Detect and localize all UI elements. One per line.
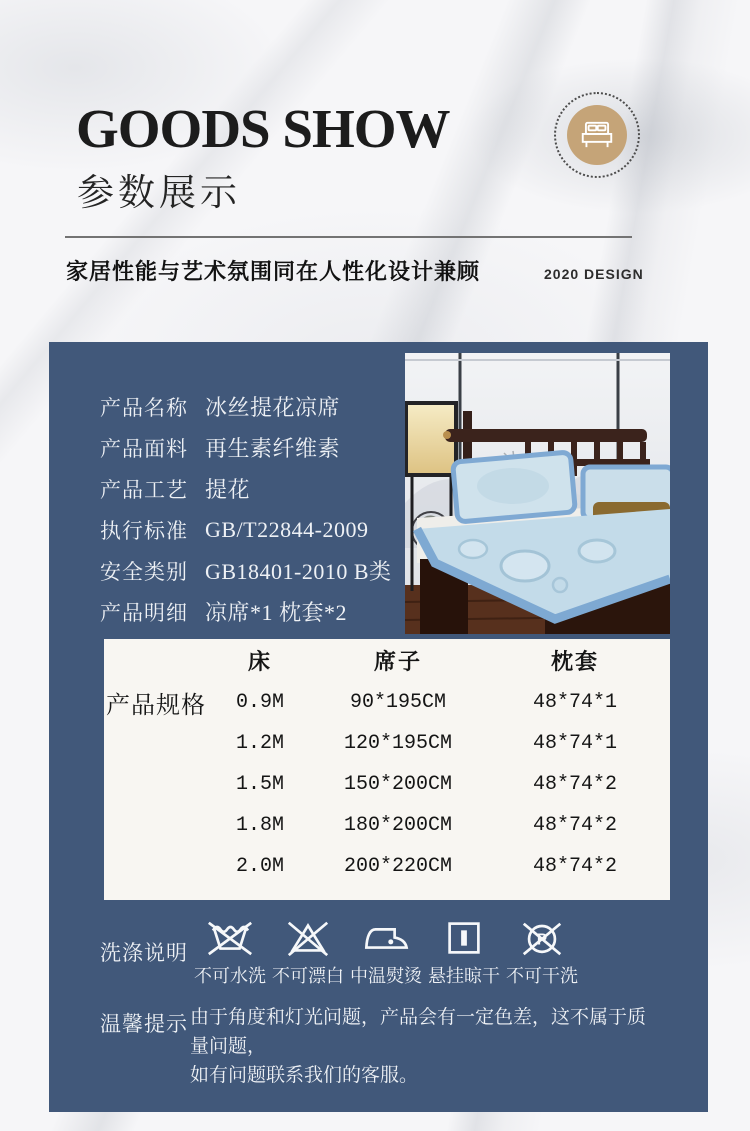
- product-photo: [405, 353, 670, 634]
- page-title: GOODS SHOW: [76, 98, 450, 159]
- info-value: 凉席*1 枕套*2: [205, 600, 348, 625]
- spec-cell: 48*74*2: [532, 773, 617, 796]
- washing-item: [191, 915, 269, 988]
- bed-scene-illustration: [405, 353, 670, 634]
- washing-item: [269, 915, 347, 988]
- spec-table: [104, 639, 670, 900]
- spec-cell: 200*220CM: [343, 855, 453, 878]
- info-value: 再生素纤维素: [205, 436, 341, 461]
- washing-item-label: 悬挂晾干: [428, 966, 500, 986]
- info-label: 安全类别: [100, 559, 188, 584]
- spec-cell: 120*195CM: [343, 732, 453, 755]
- info-value: GB/T22844-2009: [205, 516, 369, 542]
- hang-dry-icon: [440, 915, 488, 961]
- info-value: GB18401-2010 B类: [205, 559, 392, 584]
- info-row: [100, 550, 392, 591]
- info-value: 冰丝提花凉席: [205, 395, 341, 420]
- no-bleach-icon: [284, 915, 332, 961]
- info-row: [100, 386, 392, 427]
- spec-cell: 1.8M: [235, 814, 284, 837]
- spec-cell: 48*74*2: [532, 814, 617, 837]
- spec-cell: 0.9M: [235, 691, 284, 714]
- info-label: 产品工艺: [100, 477, 188, 502]
- spec-cell: 1.2M: [235, 732, 284, 755]
- dry-clean-letter: P: [536, 931, 548, 949]
- divider: [65, 236, 632, 238]
- info-label: 产品名称: [100, 395, 188, 420]
- spec-header-mat: 席子: [373, 649, 422, 674]
- washing-item-label: 不可干洗: [506, 966, 578, 986]
- tips-line: 由于角度和灯光问题，产品会有一定色差，这不属于质量问题，: [190, 1007, 647, 1057]
- spec-header-blank: [104, 639, 204, 682]
- spec-cell: 150*200CM: [343, 773, 453, 796]
- spec-cell: 48*74*1: [532, 732, 617, 755]
- spec-cell: 90*195CM: [349, 691, 446, 714]
- spec-panel: [49, 342, 708, 1112]
- bed-badge: [554, 92, 640, 178]
- washing-item: [347, 915, 425, 988]
- washing-item-label: 不可漂白: [272, 966, 344, 986]
- washing-item-label: 不可水洗: [194, 966, 266, 986]
- page-subtitle: 参数展示: [77, 173, 241, 214]
- info-row: [100, 468, 392, 509]
- info-row: [100, 427, 392, 468]
- no-dry-clean-icon: [518, 915, 566, 961]
- washing-item: [425, 915, 503, 988]
- info-row: [100, 509, 392, 550]
- spec-header-bed: 床: [247, 649, 272, 674]
- tips-line: 如有问题联系我们的客服。: [190, 1065, 419, 1086]
- tips-text: [190, 1003, 660, 1090]
- info-label: 产品面料: [100, 436, 188, 461]
- design-label: 2020 DESIGN: [544, 266, 644, 282]
- spec-header-pillowcase: 枕套: [550, 649, 599, 674]
- tagline: 家居性能与艺术氛围同在人性化设计兼顾: [66, 259, 481, 284]
- info-value: 提花: [205, 477, 251, 502]
- tips-label: 温馨提示: [100, 1012, 188, 1036]
- washing-label: 洗涤说明: [100, 941, 188, 965]
- washing-item: [503, 915, 581, 988]
- spec-row-label: 产品规格: [106, 693, 206, 719]
- spec-cell: 180*200CM: [343, 814, 453, 837]
- product-info-list: [100, 386, 392, 632]
- info-row: [100, 591, 392, 632]
- no-wash-icon: [206, 915, 254, 961]
- spec-cell: 2.0M: [235, 855, 284, 878]
- bed-badge-circle: [567, 105, 627, 165]
- iron-medium-icon: [362, 915, 410, 961]
- spec-cell: 48*74*2: [532, 855, 617, 878]
- bed-icon: [578, 116, 616, 154]
- info-label: 产品明细: [100, 600, 188, 625]
- washing-item-label: 中温熨烫: [350, 966, 422, 986]
- info-label: 执行标准: [100, 518, 188, 543]
- washing-items: [191, 915, 581, 988]
- spec-cell: 1.5M: [235, 773, 284, 796]
- spec-cell: 48*74*1: [532, 691, 617, 714]
